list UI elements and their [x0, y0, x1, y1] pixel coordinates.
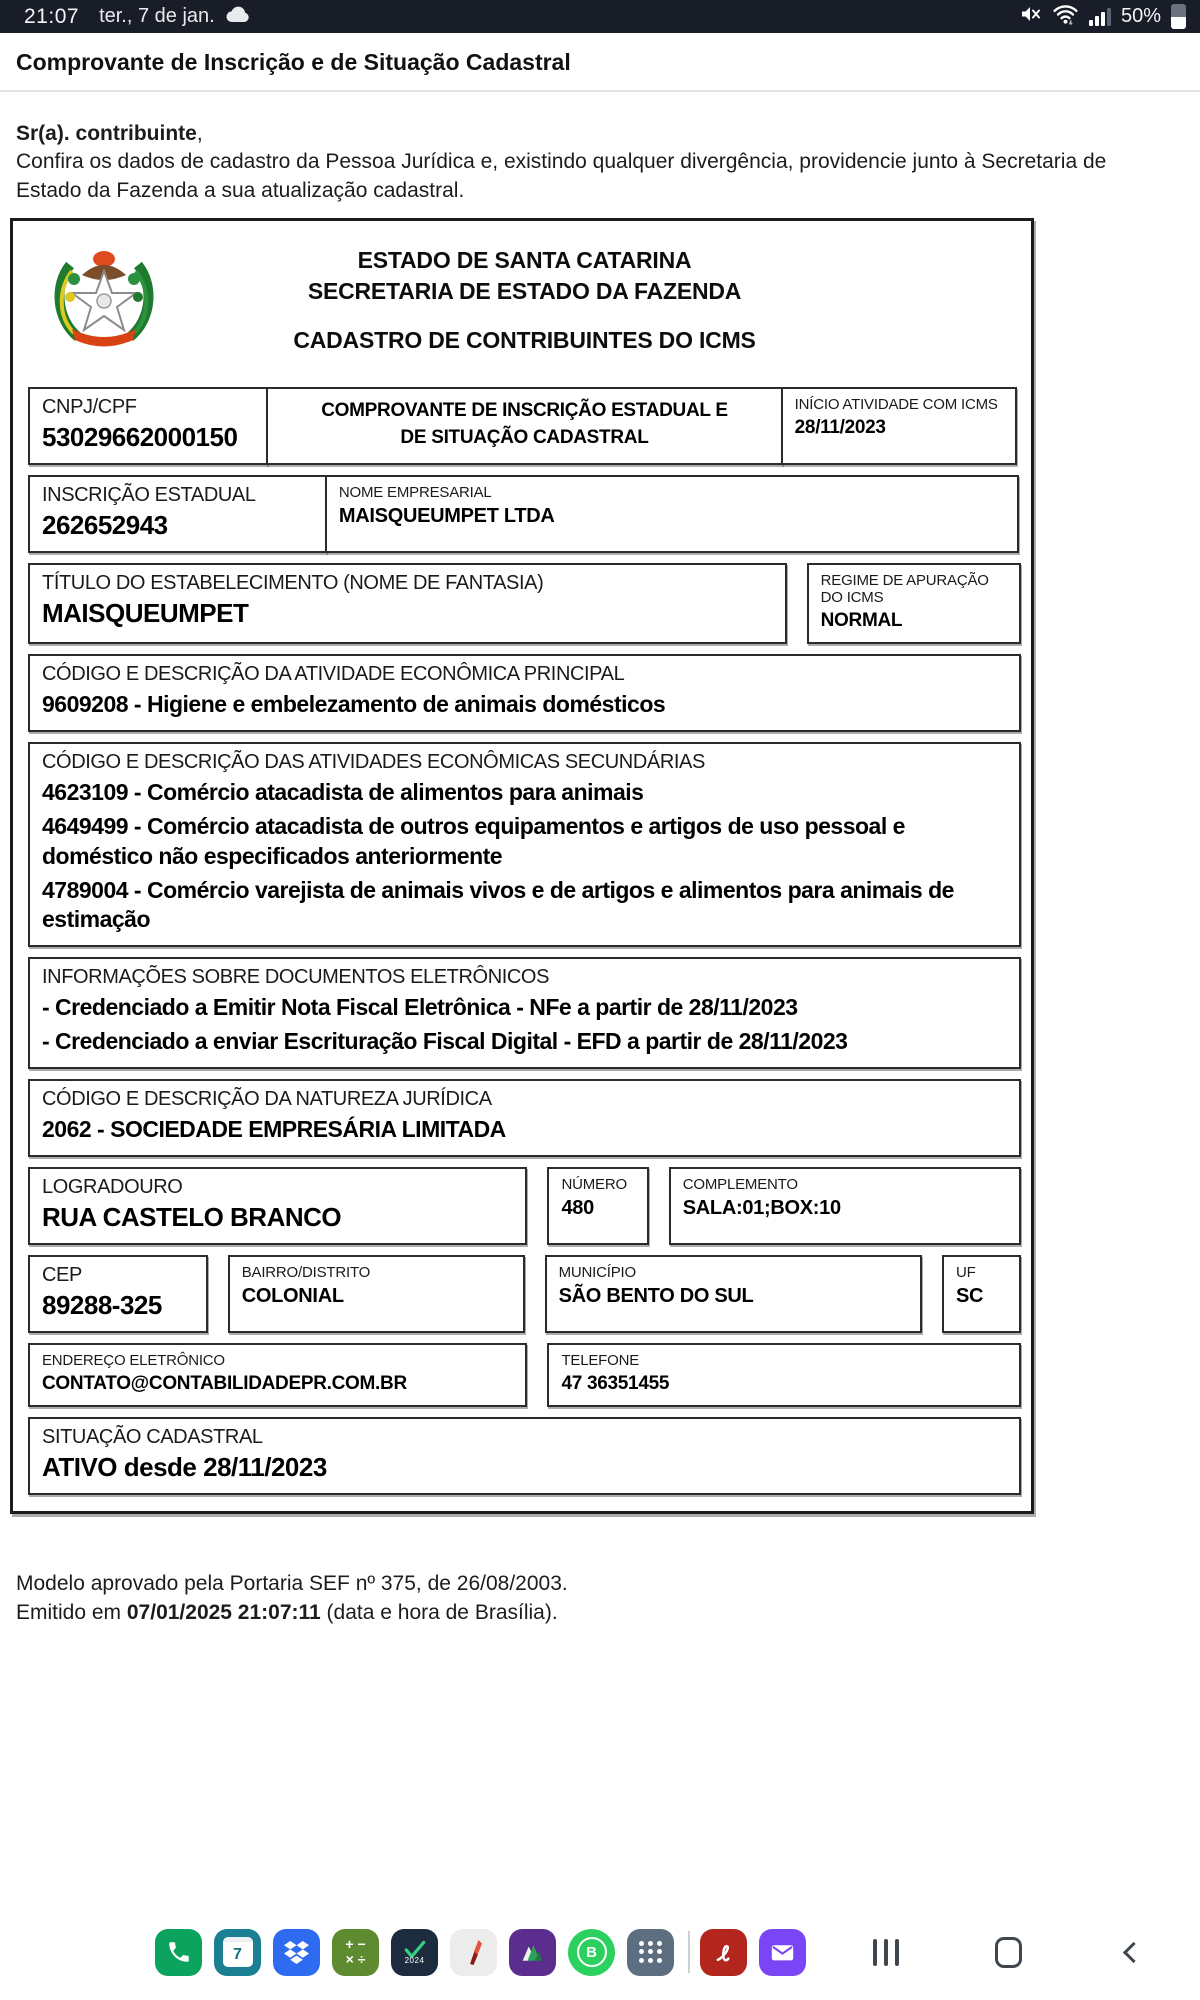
field-value: 262652943: [42, 510, 168, 541]
field-numero: [547, 1167, 648, 1245]
row-cnpj: [28, 387, 1021, 465]
field-telefone: [547, 1343, 1021, 1407]
field-value: 53029662000150: [42, 422, 238, 453]
field-atividades-secundarias: [28, 742, 1021, 947]
row-inscricao: [28, 475, 1021, 553]
taskbar-divider: [688, 1931, 690, 1973]
field-value: NORMAL: [820, 610, 903, 632]
app-drawer-icon[interactable]: [627, 1929, 674, 1976]
field-value: ATIVO desde 28/11/2023: [42, 1452, 327, 1483]
field-value: 9609208 - Higiene e embelezamento de animais domésticos: [42, 691, 666, 718]
title-divider: [0, 90, 1200, 92]
whatsapp-business-icon[interactable]: B: [568, 1929, 615, 1976]
navigation-bar: [864, 1930, 1152, 1974]
mountain-icon[interactable]: [509, 1929, 556, 1976]
volume-muted-icon: [1018, 2, 1042, 31]
status-bar: [0, 0, 1200, 33]
salutation: Sr(a). contribuinte: [16, 122, 197, 145]
field-value: 480: [561, 1197, 594, 1220]
field-label: INFORMAÇÕES SOBRE DOCUMENTOS ELETRÔNICOS: [42, 966, 550, 989]
field-label: CÓDIGO E DESCRIÇÃO DAS ATIVIDADES ECONÔMICAS SECUNDÁRIAS: [42, 750, 705, 773]
acrobat-pdf-icon[interactable]: [700, 1929, 747, 1976]
secondary-activity-item: 4649499 - Comércio atacadista de outros equipamentos e artigos de uso pessoal e doméstico não especificados anteriormente: [42, 812, 905, 869]
row-documentos-eletronicos: [28, 957, 1021, 1069]
field-value: 28/11/2023: [794, 417, 886, 439]
field-email: [28, 1343, 527, 1407]
field-label: INÍCIO ATIVIDADE COM ICMS: [794, 396, 998, 414]
field-value: 2062 - SOCIEDADE EMPRESÁRIA LIMITADA: [42, 1116, 506, 1143]
electronic-doc-item: - Credenciado a enviar Escrituração Fiscal Digital - EFD a partir de 28/11/2023: [42, 1028, 848, 1055]
email-icon[interactable]: [759, 1929, 806, 1976]
field-cep: [28, 1255, 208, 1333]
row-natureza-juridica: [28, 1079, 1021, 1157]
field-label: UF: [955, 1264, 976, 1282]
emission-datetime: 07/01/2025 21:07:11: [126, 1601, 321, 1625]
taskbar: [0, 1904, 1200, 2000]
field-inscricao-estadual: [28, 475, 327, 553]
model-approval-note: Modelo aprovado pela Portaria SEF nº 375, de 26/08/2003.: [16, 1572, 568, 1596]
field-bairro: [228, 1255, 525, 1333]
phone-icon[interactable]: [155, 1929, 202, 1976]
calendar-icon[interactable]: 7: [214, 1929, 261, 1976]
field-value: MAISQUEUMPET: [42, 598, 249, 629]
field-municipio: [545, 1255, 922, 1333]
page-title: Comprovante de Inscrição e de Situação Cadastral: [16, 49, 571, 75]
field-inicio-atividade: [781, 387, 1017, 465]
footer-notes: [16, 1570, 1184, 1628]
dropbox-icon[interactable]: [273, 1929, 320, 1976]
recents-icon[interactable]: [864, 1930, 908, 1974]
field-regime-apuracao: [807, 563, 1021, 644]
field-value: 47 36351455: [561, 1373, 670, 1395]
home-icon[interactable]: [986, 1930, 1030, 1974]
field-nome-empresarial: [325, 475, 1019, 553]
intro-line-2: Estado da Fazenda a sua atualização cadastral.: [16, 178, 465, 202]
field-label: CÓDIGO E DESCRIÇÃO DA NATUREZA JURÍDICA: [42, 1088, 492, 1111]
row-fantasia: [28, 563, 1021, 644]
field-nome-fantasia: [28, 563, 787, 644]
field-label: SITUAÇÃO CADASTRAL: [42, 1426, 263, 1449]
document-header: [28, 237, 1021, 365]
field-complemento: [669, 1167, 1021, 1245]
field-value: SC: [955, 1285, 984, 1308]
field-label: CEP: [42, 1264, 82, 1287]
row-cep-municipio: [28, 1255, 1021, 1333]
intro-text: Sr(a). contribuinte, Confira os dados de cadastro da Pessoa Jurídica e, existindo qualquer divergência, providencie junto à Secretaria de Estado da Fazenda a sua atualização cadastral.: [16, 120, 1184, 205]
calculator-icon[interactable]: + − × ÷: [332, 1929, 379, 1976]
field-atividade-principal: [28, 654, 1021, 732]
org-name-line1: ESTADO DE SANTA CATARINA: [357, 247, 692, 274]
field-uf: [942, 1255, 1021, 1333]
field-situacao-cadastral: [28, 1417, 1021, 1495]
back-icon[interactable]: [1108, 1930, 1152, 1974]
field-natureza-juridica: [28, 1079, 1021, 1157]
field-label: ENDEREÇO ELETRÔNICO: [42, 1352, 225, 1370]
field-label: BAIRRO/DISTRITO: [241, 1264, 371, 1282]
field-value: CONTATO@CONTABILIDADEPR.COM.BR: [42, 1373, 407, 1395]
org-name-line3: CADASTRO DE CONTRIBUINTES DO ICMS: [293, 327, 756, 354]
row-atividades-secundarias: [28, 742, 1021, 947]
field-logradouro: [28, 1167, 527, 1245]
field-label: TÍTULO DO ESTABELECIMENTO (NOME DE FANTASIA): [42, 572, 544, 595]
intro-line-1: Confira os dados de cadastro da Pessoa Jurídica e, existindo qualquer divergência, providencie junto à Secretaria de: [16, 150, 1107, 174]
field-value: RUA CASTELO BRANCO: [42, 1202, 342, 1233]
field-cnpj: [28, 387, 268, 465]
cloud-icon: [225, 5, 251, 28]
field-label: NOME EMPRESARIAL: [338, 484, 492, 502]
electronic-doc-item: - Credenciado a Emitir Nota Fiscal Eletrônica - NFe a partir de 28/11/2023: [42, 994, 798, 1021]
status-date: ter., 7 de jan.: [99, 5, 215, 27]
cellular-signal-icon: [1089, 8, 1111, 26]
registration-certificate: [10, 218, 1034, 1514]
field-value: 89288-325: [42, 1290, 162, 1321]
field-value: MAISQUEUMPET LTDA: [338, 505, 555, 528]
field-label: CNPJ/CPF: [42, 396, 137, 419]
row-atividade-principal: [28, 654, 1021, 732]
wifi-icon: [1052, 2, 1079, 31]
field-value: COLONIAL: [241, 1285, 344, 1308]
battery-percent: 50%: [1120, 5, 1161, 27]
field-document-type: COMPROVANTE DE INSCRIÇÃO ESTADUAL E DE SITUAÇÃO CADASTRAL: [266, 387, 782, 465]
emission-note: Emitido em 07/01/2025 21:07:11 (data e hora de Brasília).: [16, 1601, 558, 1625]
field-value: SALA:01;BOX:10: [682, 1197, 841, 1220]
field-label: TELEFONE: [561, 1352, 640, 1370]
clock: 21:07: [24, 4, 80, 28]
flame-doc-icon[interactable]: [450, 1929, 497, 1976]
field-label: INSCRIÇÃO ESTADUAL: [42, 484, 256, 507]
field-label: REGIME DE APURAÇÃO DO ICMS: [820, 572, 989, 607]
org-name-line2: SECRETARIA DE ESTADO DA FAZENDA: [307, 278, 742, 305]
row-situacao: [28, 1417, 1021, 1495]
field-documentos-eletronicos: [28, 957, 1021, 1069]
field-label: LOGRADOURO: [42, 1176, 183, 1199]
field-label: COMPLEMENTO: [682, 1176, 798, 1194]
field-label: CÓDIGO E DESCRIÇÃO DA ATIVIDADE ECONÔMICA PRINCIPAL: [42, 663, 625, 686]
secondary-activity-item: 4623109 - Comércio atacadista de alimentos para animais: [42, 778, 644, 805]
field-label: NÚMERO: [561, 1176, 627, 1194]
battery-icon: [1171, 4, 1186, 29]
tax-check-icon[interactable]: 2024: [391, 1929, 438, 1976]
secondary-activity-item: 4789004 - Comércio varejista de animais vivos e de artigos e alimentos para animais de estimação: [42, 876, 954, 933]
santa-catarina-coat-of-arms: [48, 245, 160, 354]
field-label: MUNICÍPIO: [558, 1264, 636, 1282]
field-value: SÃO BENTO DO SUL: [558, 1285, 754, 1308]
row-contato: [28, 1343, 1021, 1407]
row-endereco: [28, 1167, 1021, 1245]
